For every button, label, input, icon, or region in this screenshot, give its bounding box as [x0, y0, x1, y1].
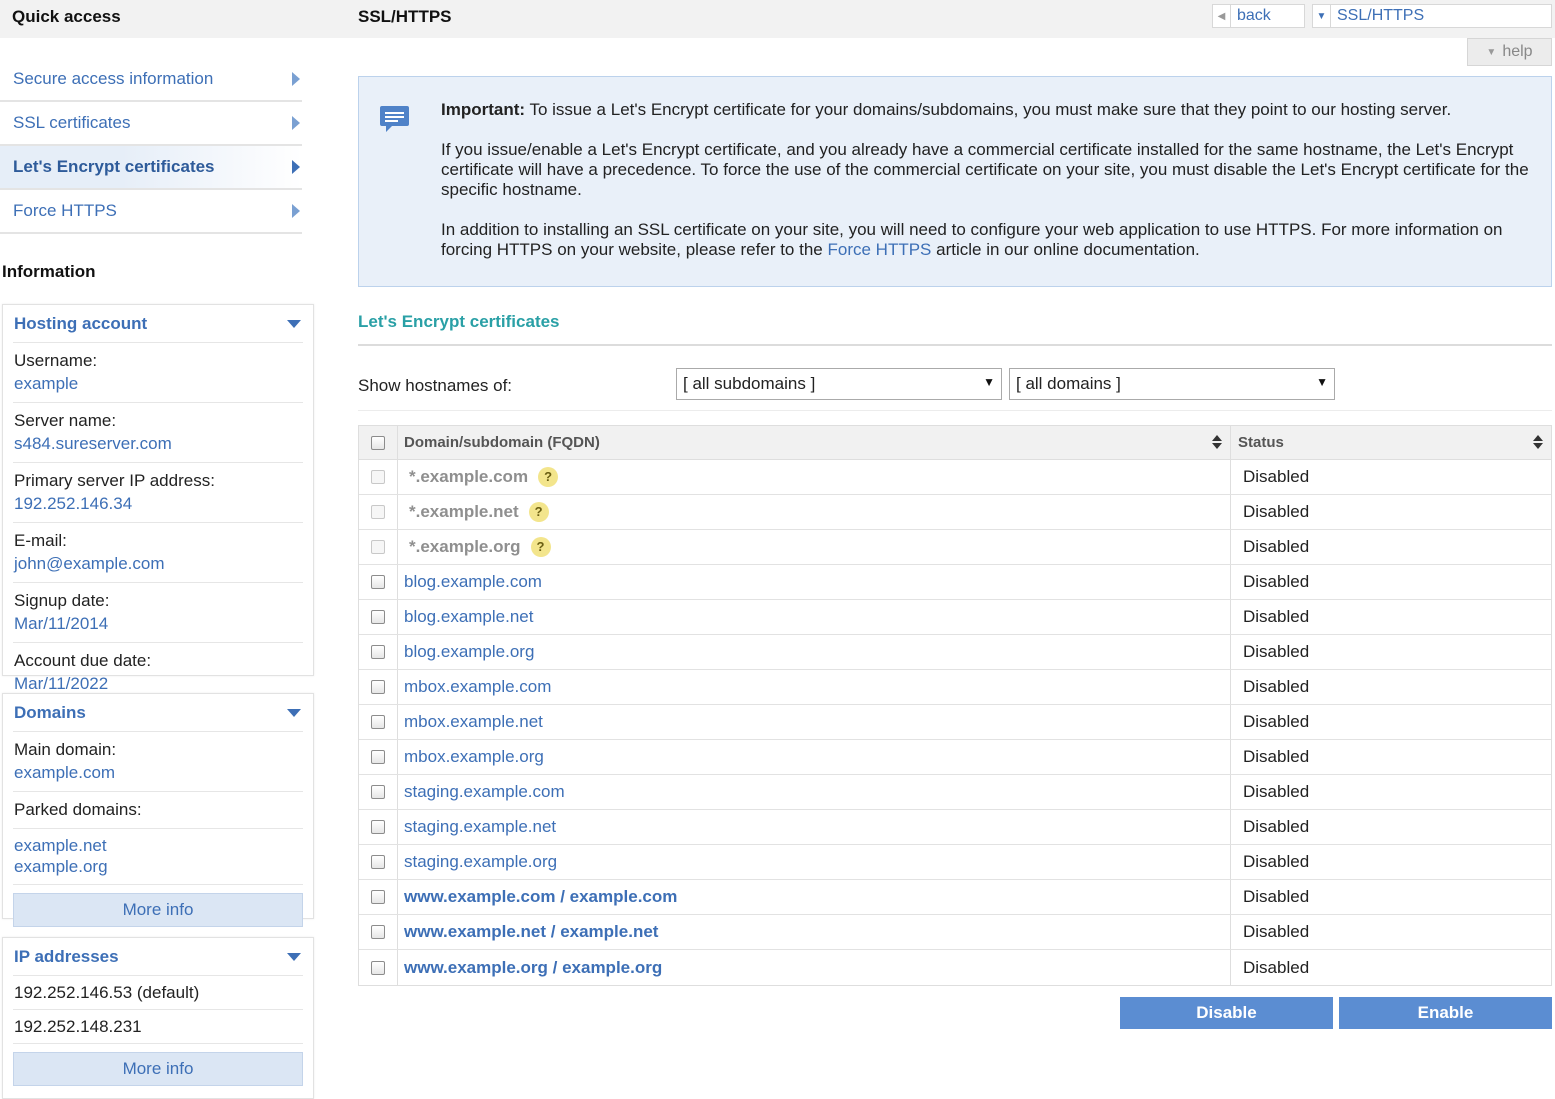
signup-date-row: [13, 583, 303, 643]
status-cell: [1231, 705, 1551, 739]
force-https-link[interactable]: Force HTTPS: [827, 240, 932, 259]
status-text: Disabled: [1243, 817, 1310, 836]
parked-domains-label-row: [13, 792, 303, 829]
status-cell: [1231, 495, 1551, 529]
important-notice: [358, 76, 1552, 287]
panel-title: IP addresses: [14, 946, 119, 966]
speech-bubble-icon: [379, 105, 410, 133]
row-checkbox-cell: [359, 670, 398, 704]
quick-access-nav: [0, 58, 302, 234]
nav-item-label: SSL certificates: [13, 113, 131, 132]
server-ip-value: 192.252.146.34: [14, 494, 133, 513]
ip-address: 192.252.148.231: [14, 1017, 142, 1036]
due-date-value: Mar/11/2022: [14, 674, 109, 693]
ip-more-info-button[interactable]: More info: [13, 1052, 303, 1086]
email-row: [13, 523, 303, 583]
row-checkbox-cell: [359, 915, 398, 949]
table-row: [359, 530, 1551, 565]
email-label: E-mail:: [14, 531, 67, 550]
nav-item-label: Force HTTPS: [13, 201, 117, 220]
nav-item-label: Secure access information: [13, 69, 214, 88]
domains-header[interactable]: [13, 694, 303, 732]
domain-cell: [398, 565, 1231, 599]
wildcard-domain: *.example.org: [409, 537, 521, 556]
domain-link[interactable]: blog.example.org: [404, 642, 535, 661]
table-row: [359, 705, 1551, 740]
table-row: [359, 495, 1551, 530]
nav-item-secure-access[interactable]: [0, 58, 302, 102]
status-text: Disabled: [1243, 502, 1310, 521]
domain-cell: [398, 950, 1231, 985]
row-checkbox[interactable]: [371, 680, 385, 694]
table-row: [359, 600, 1551, 635]
status-text: Disabled: [1243, 572, 1310, 591]
status-text: Disabled: [1243, 922, 1310, 941]
domains-more-info-button[interactable]: More info: [13, 893, 303, 927]
row-checkbox[interactable]: [371, 715, 385, 729]
top-bar: [0, 0, 1555, 38]
quick-access-title: Quick access: [12, 7, 121, 26]
email-value: john@example.com: [14, 554, 165, 573]
table-row: [359, 880, 1551, 915]
section-divider: [358, 344, 1552, 346]
notice-line: To issue a Let's Encrypt certificate for your domains/subdomains, you must make sure that they point to our hosting server.: [529, 100, 1452, 119]
main-domain-row: [13, 732, 303, 792]
question-mark-icon[interactable]: ?: [529, 502, 549, 522]
chevron-right-icon: [292, 116, 300, 130]
chevron-right-icon: [292, 204, 300, 218]
status-cell: [1231, 670, 1551, 704]
column-label: Status: [1238, 434, 1284, 451]
status-text: Disabled: [1243, 957, 1310, 977]
domain-link[interactable]: www.example.net / example.net: [404, 922, 659, 941]
question-mark-icon[interactable]: ?: [538, 467, 558, 487]
notice-paragraph: If you issue/enable a Let's Encrypt certificate, and you already have a commercial certificate installed for the same hostname, the Let's Encrypt certificate will have a precedence. To force the use of the commercial certificate on your site, you must disable the Let's Encrypt certificate for the specific hostname.: [441, 140, 1529, 199]
status-text: Disabled: [1243, 712, 1310, 731]
table-header: [359, 426, 1551, 460]
due-date-label: Account due date:: [14, 651, 152, 670]
domain-cell: [398, 460, 1231, 494]
domain-link[interactable]: mbox.example.com: [404, 677, 552, 696]
row-checkbox[interactable]: [371, 645, 385, 659]
username-row: [13, 343, 303, 403]
notice-paragraph: [441, 100, 1541, 120]
enable-button[interactable]: Enable: [1339, 997, 1552, 1029]
domain-cell: [398, 600, 1231, 634]
back-button[interactable]: [1212, 4, 1305, 28]
nav-item-label: Let's Encrypt certificates: [13, 157, 215, 176]
table-row: [359, 845, 1551, 880]
row-checkbox-cell: [359, 845, 398, 879]
row-checkbox[interactable]: [371, 575, 385, 589]
server-ip-label: Primary server IP address:: [14, 471, 215, 490]
domain-cell: [398, 705, 1231, 739]
domain-link[interactable]: www.example.org / example.org: [404, 957, 663, 977]
status-text: Disabled: [1243, 887, 1310, 906]
hosting-account-panel: [2, 304, 314, 693]
parked-domains-label: Parked domains:: [14, 800, 142, 819]
question-mark-icon[interactable]: ?: [531, 537, 551, 557]
domain-link[interactable]: mbox.example.org: [404, 747, 544, 766]
nav-item-force-https[interactable]: [0, 190, 302, 234]
status-cell: [1231, 740, 1551, 774]
status-cell: [1231, 600, 1551, 634]
status-text: Disabled: [1243, 607, 1310, 626]
panel-title: Domains: [14, 702, 86, 722]
dropdown-arrow-icon: ▼: [1313, 5, 1331, 27]
status-cell: [1231, 530, 1551, 564]
parked-domain: example.org: [14, 857, 108, 876]
status-text: Disabled: [1243, 677, 1310, 696]
ip-address-row: [13, 976, 303, 1010]
notice-paragraph: [441, 220, 1541, 260]
help-toggle-icon: ▼: [1486, 46, 1497, 58]
ip-address: 192.252.146.53 (default): [14, 983, 200, 1002]
domain-cell: [398, 845, 1231, 879]
domain-cell: [398, 915, 1231, 949]
domains-panel: [2, 693, 314, 919]
status-text: Disabled: [1243, 467, 1310, 486]
domain-link[interactable]: blog.example.com: [404, 572, 542, 591]
wildcard-domain: *.example.net: [409, 502, 519, 521]
status-text: Disabled: [1243, 537, 1310, 556]
domain-filter-value: [ all domains ]: [1016, 374, 1121, 393]
table-row: [359, 635, 1551, 670]
nav-item-lets-encrypt[interactable]: [0, 146, 302, 190]
status-cell: [1231, 845, 1551, 879]
row-checkbox[interactable]: [371, 820, 385, 834]
domain-link[interactable]: www.example.com / example.com: [404, 887, 678, 906]
row-checkbox-cell: [359, 495, 398, 529]
table-row: [359, 565, 1551, 600]
table-row: [359, 950, 1551, 985]
subdomain-filter-select[interactable]: [676, 368, 1002, 400]
page-title: SSL/HTTPS: [358, 7, 452, 26]
domain-cell: [398, 530, 1231, 564]
domain-link[interactable]: blog.example.net: [404, 607, 534, 626]
table-row: [359, 670, 1551, 705]
domain-link[interactable]: staging.example.net: [404, 817, 557, 836]
domain-link[interactable]: staging.example.com: [404, 782, 565, 801]
select-all-cell: [359, 426, 398, 459]
dropdown-arrow-icon: ▼: [1316, 375, 1328, 389]
certificates-table: [358, 425, 1552, 986]
row-checkbox-cell: [359, 705, 398, 739]
domain-link[interactable]: staging.example.org: [404, 852, 558, 871]
subdomain-filter-value: [ all subdomains ]: [683, 374, 816, 393]
domain-cell: [398, 880, 1231, 914]
hosting-account-header[interactable]: [13, 305, 303, 343]
row-checkbox[interactable]: [371, 785, 385, 799]
domain-cell: [398, 810, 1231, 844]
row-checkbox[interactable]: [371, 855, 385, 869]
collapse-icon: [287, 320, 301, 328]
row-checkbox-cell: [359, 460, 398, 494]
status-cell: [1231, 880, 1551, 914]
select-all-checkbox[interactable]: [371, 436, 385, 450]
domain-filter-select[interactable]: [1009, 368, 1335, 400]
server-ip-row: [13, 463, 303, 523]
signup-date-value: Mar/11/2014: [14, 614, 109, 633]
row-checkbox-cell: [359, 600, 398, 634]
row-checkbox[interactable]: [371, 961, 385, 975]
row-checkbox-cell: [359, 635, 398, 669]
status-text: Disabled: [1243, 852, 1310, 871]
column-label: Domain/subdomain (FQDN): [404, 434, 600, 451]
row-checkbox-cell: [359, 775, 398, 809]
table-row: [359, 810, 1551, 845]
section-jump-select[interactable]: [1312, 4, 1552, 28]
dropdown-arrow-icon: ▼: [983, 375, 995, 389]
parked-domain: example.net: [14, 836, 107, 855]
disable-button[interactable]: Disable: [1120, 997, 1333, 1029]
chevron-right-icon: [292, 72, 300, 86]
domain-cell: [398, 740, 1231, 774]
information-heading: Information: [2, 262, 96, 281]
back-arrow-icon: ◀: [1213, 5, 1231, 27]
table-body: [359, 460, 1551, 985]
panel-title: Hosting account: [14, 313, 148, 333]
collapse-icon: [287, 953, 301, 961]
ip-addresses-header[interactable]: [13, 938, 303, 976]
row-checkbox-cell: [359, 880, 398, 914]
row-checkbox[interactable]: [371, 925, 385, 939]
server-name-value: s484.sureserver.com: [14, 434, 172, 453]
table-row: [359, 775, 1551, 810]
back-label: back: [1237, 7, 1271, 24]
collapse-icon: [287, 709, 301, 717]
row-checkbox-cell: [359, 950, 398, 985]
status-text: Disabled: [1243, 642, 1310, 661]
row-checkbox[interactable]: [371, 890, 385, 904]
domain-cell: [398, 670, 1231, 704]
row-checkbox: [371, 470, 385, 484]
status-column-header[interactable]: [1231, 426, 1551, 459]
ip-addresses-panel: [2, 937, 314, 1099]
notice-line: In addition to installing an SSL certificate on your site, you will need to configure your web application to use HTTPS. For more information on forcing HTTPS on your website, please refer to the: [441, 220, 1503, 259]
domain-cell: [398, 775, 1231, 809]
important-label: Important:: [441, 100, 526, 119]
status-cell: [1231, 810, 1551, 844]
row-checkbox-cell: [359, 810, 398, 844]
row-checkbox: [371, 540, 385, 554]
table-row: [359, 740, 1551, 775]
status-text: Disabled: [1243, 747, 1310, 766]
row-checkbox-cell: [359, 530, 398, 564]
parked-domains-row: [13, 829, 303, 885]
table-row: [359, 915, 1551, 950]
main-domain-value: example.com: [14, 763, 116, 782]
chevron-right-icon: [292, 160, 300, 174]
ip-address-row: [13, 1010, 303, 1044]
username-label: Username:: [14, 351, 98, 370]
row-checkbox[interactable]: [371, 750, 385, 764]
wildcard-domain: *.example.com: [409, 467, 529, 486]
domain-cell: [398, 495, 1231, 529]
status-cell: [1231, 915, 1551, 949]
status-cell: [1231, 775, 1551, 809]
help-button[interactable]: [1467, 38, 1552, 66]
domain-link[interactable]: mbox.example.net: [404, 712, 543, 731]
domain-column-header[interactable]: [398, 426, 1231, 459]
status-cell: [1231, 460, 1551, 494]
notice-text: [441, 100, 1541, 280]
status-cell: [1231, 635, 1551, 669]
help-label: help: [1502, 43, 1533, 60]
username-value: example: [14, 374, 79, 393]
server-name-label: Server name:: [14, 411, 117, 430]
sort-icon: [1212, 435, 1222, 449]
row-checkbox-cell: [359, 565, 398, 599]
table-row: [359, 460, 1551, 495]
row-checkbox: [371, 505, 385, 519]
status-text: Disabled: [1243, 782, 1310, 801]
domain-cell: [398, 635, 1231, 669]
nav-item-ssl-certificates[interactable]: [0, 102, 302, 146]
section-title: Let's Encrypt certificates: [358, 312, 560, 331]
notice-line: article in our online documentation.: [936, 240, 1200, 259]
row-checkbox-cell: [359, 740, 398, 774]
filter-divider: [358, 410, 1552, 411]
server-name-row: [13, 403, 303, 463]
row-checkbox[interactable]: [371, 610, 385, 624]
status-cell: [1231, 565, 1551, 599]
sort-icon: [1533, 435, 1543, 449]
main-domain-label: Main domain:: [14, 740, 117, 759]
section-jump-value: SSL/HTTPS: [1337, 7, 1425, 24]
filter-label: Show hostnames of:: [358, 376, 513, 395]
signup-date-label: Signup date:: [14, 591, 110, 610]
status-cell: [1231, 950, 1551, 985]
